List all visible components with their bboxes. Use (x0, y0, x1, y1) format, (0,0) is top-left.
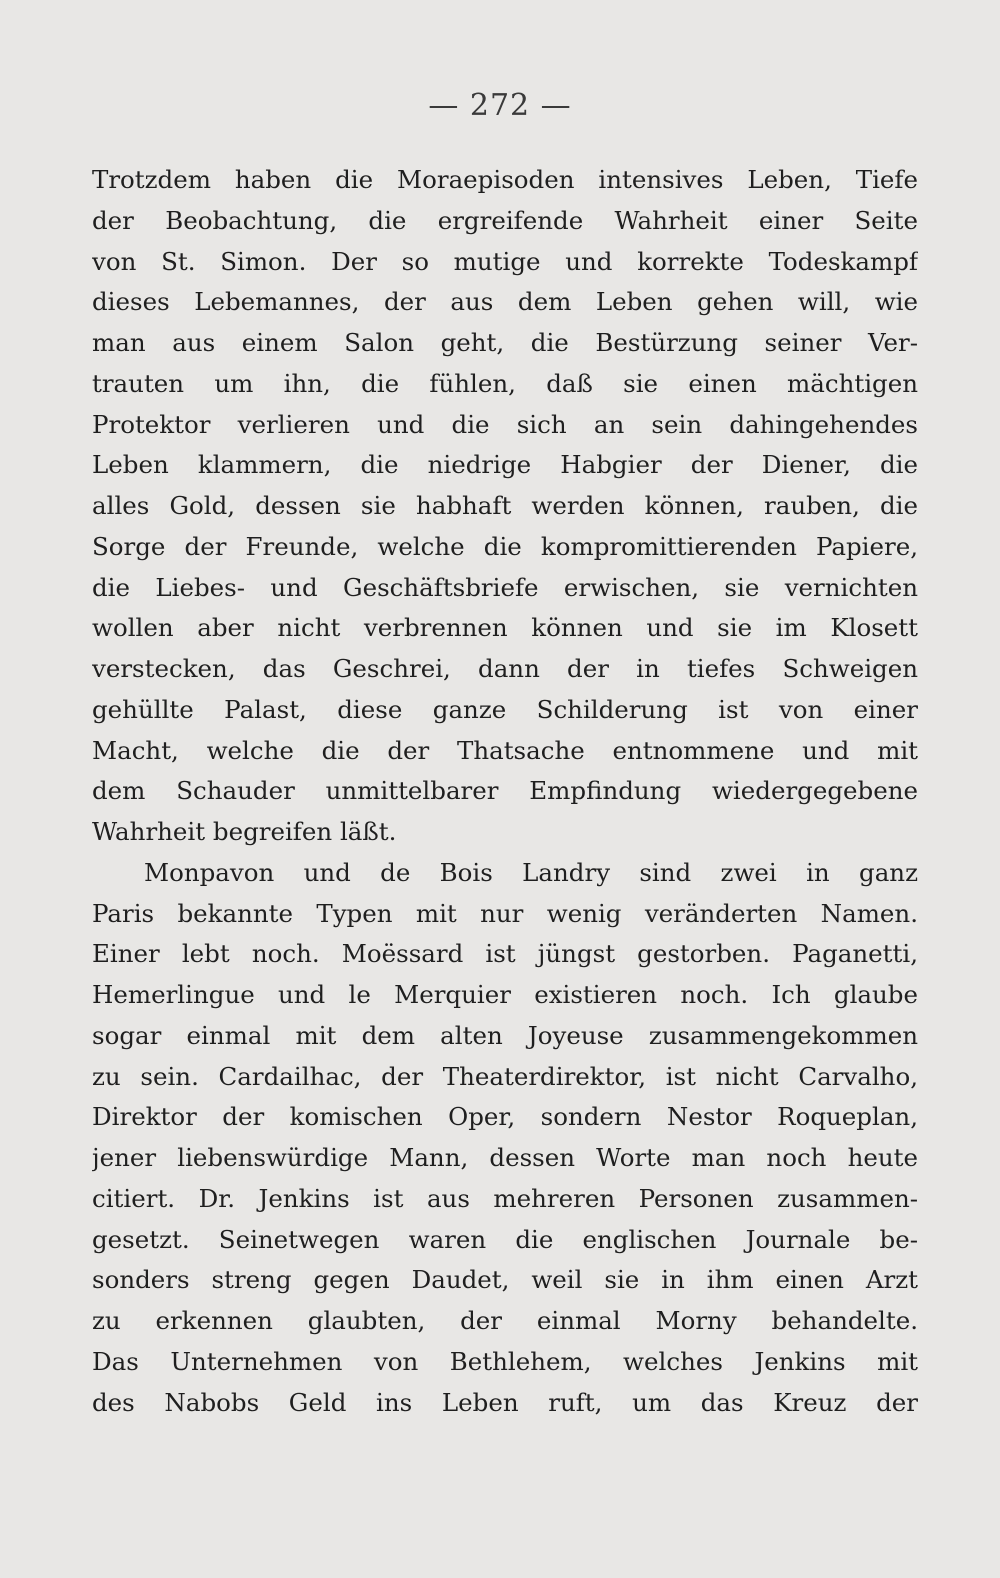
text-line: des Nabobs Geld ins Leben ruft, um das Kreuz der (92, 1387, 918, 1417)
text-line: man aus einem Salon geht, die Bestürzung seiner Ver- (92, 328, 918, 357)
text-line: Macht, welche die der Thatsache entnommene und mit (92, 735, 918, 765)
text-line: die Liebes- und Geschäftsbriefe erwischen, sie vernichten (92, 572, 918, 602)
body-text (92, 160, 918, 1423)
text-line: alles Gold, dessen sie habhaft werden können, rauben, die (92, 491, 918, 520)
text-line: zu erkennen glaubten, der einmal Morny behandelte. (92, 1306, 918, 1335)
paragraph (92, 853, 918, 1424)
text-line: Wahrheit begreifen läßt. (92, 817, 397, 846)
text-line: gesetzt. Seinetwegen waren die englischen Journale be- (92, 1224, 918, 1254)
text-line: von St. Simon. Der so mutige und korrekte Todeskampf (92, 246, 918, 276)
page-number: — 272 — (428, 88, 572, 123)
text-line: Monpavon und de Bois Landry sind zwei in ganz (144, 857, 918, 887)
text-line: sogar einmal mit dem alten Joyeuse zusammengekommen (92, 1020, 918, 1050)
text-line: sonders streng gegen Daudet, weil sie in ihm einen Arzt (92, 1265, 918, 1295)
text-line: citiert. Dr. Jenkins ist aus mehreren Personen zusammen- (92, 1183, 918, 1213)
text-line: Direktor der komischen Oper, sondern Nestor Roqueplan, (92, 1102, 918, 1132)
text-line: der Beobachtung, die ergreifende Wahrheit einer Seite (92, 205, 918, 235)
text-line: dieses Lebemannes, der aus dem Leben gehen will, wie (92, 287, 918, 317)
text-line: wollen aber nicht verbrennen können und sie im Klosett (92, 613, 918, 643)
text-line: Hemerlingue und le Merquier existieren noch. Ich glaube (92, 980, 918, 1009)
text-line: gehüllte Palast, diese ganze Schilderung ist von einer (92, 694, 918, 724)
text-line: Das Unternehmen von Bethlehem, welches Jenkins mit (92, 1346, 918, 1376)
text-line: Einer lebt noch. Moëssard ist jüngst gestorben. Paganetti, (92, 939, 918, 969)
text-line: trauten um ihn, die fühlen, daß sie einen mächtigen (92, 368, 918, 398)
paragraph (92, 160, 918, 853)
text-line: verstecken, das Geschrei, dann der in tiefes Schweigen (92, 654, 918, 683)
text-line: Sorge der Freunde, welche die kompromittierenden Papiere, (92, 531, 918, 561)
text-line: Trotzdem haben die Moraepisoden intensives Leben, Tiefe (92, 165, 918, 194)
text-line: Paris bekannte Typen mit nur wenig veränderten Namen. (92, 898, 918, 928)
text-line: Leben klammern, die niedrige Habgier der Diener, die (92, 450, 918, 480)
text-line: Protektor verlieren und die sich an sein dahingehendes (92, 409, 918, 439)
text-line: jener liebenswürdige Mann, dessen Worte man noch heute (92, 1143, 918, 1172)
text-line: zu sein. Cardailhac, der Theaterdirektor, ist nicht Carvalho, (92, 1061, 918, 1091)
text-line: dem Schauder unmittelbarer Empfindung wiedergegebene (92, 776, 918, 806)
